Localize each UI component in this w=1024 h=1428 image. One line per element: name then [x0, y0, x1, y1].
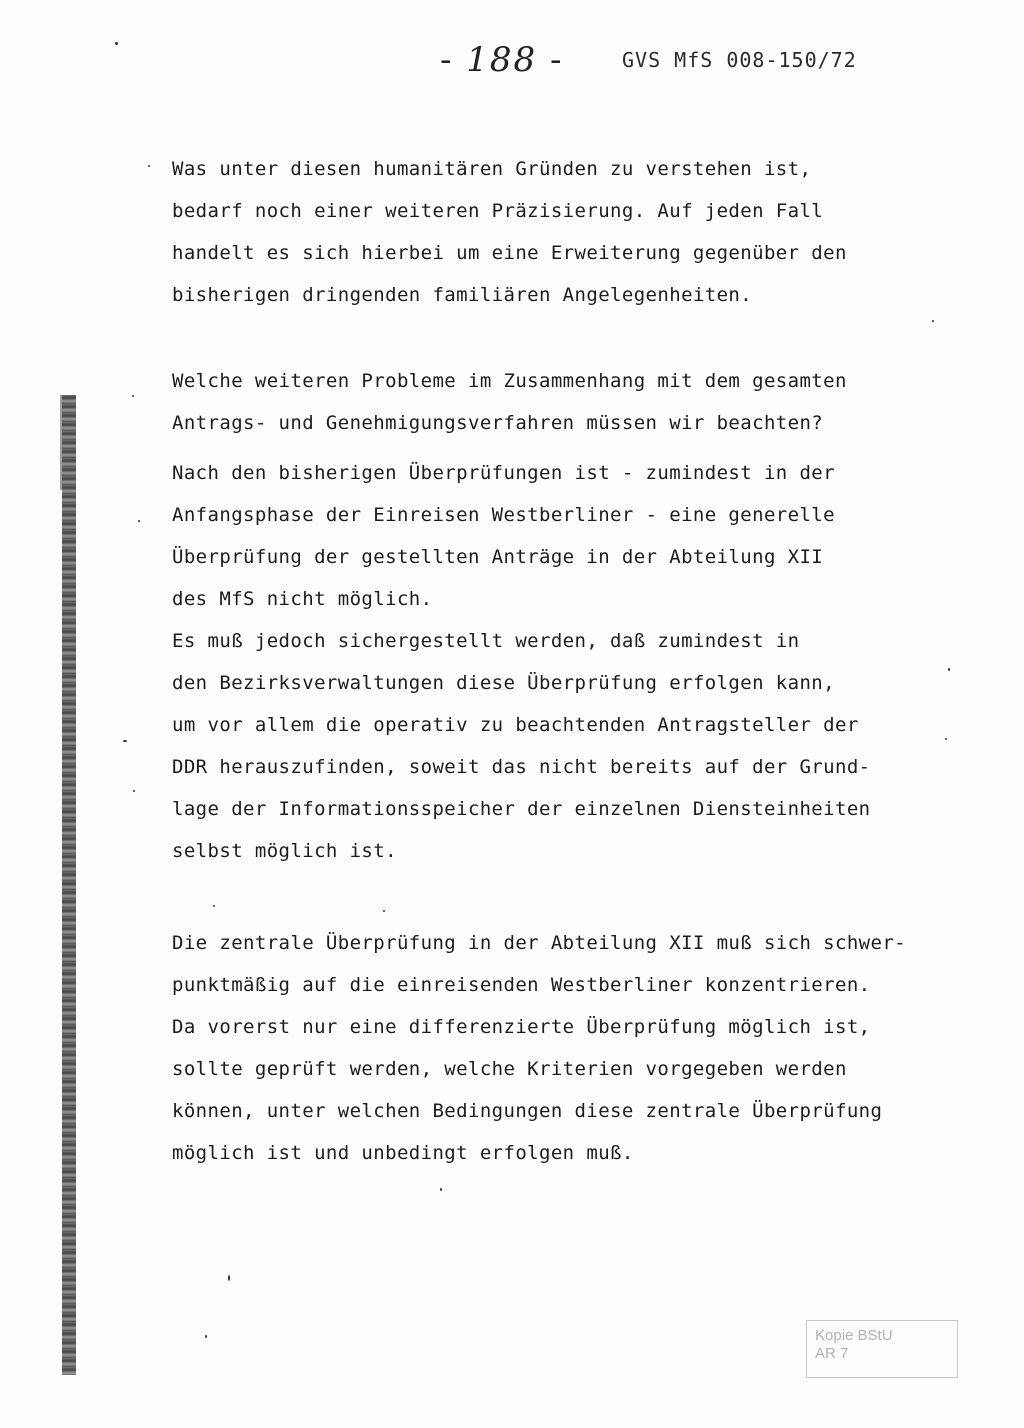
- scan-speck: [133, 790, 135, 792]
- stamp-line-1: Kopie BStU: [815, 1327, 893, 1344]
- paragraph-2: [172, 360, 962, 444]
- scan-speck: [228, 1275, 230, 1281]
- text-line: Anfangsphase der Einreisen Westberliner - eine generelle: [172, 504, 835, 526]
- text-line: Überprüfung der gestellten Anträge in der Abteilung XII: [172, 546, 824, 568]
- scan-speck: [948, 668, 950, 671]
- binding-edge-mark: [60, 395, 62, 490]
- scan-speck: [945, 738, 947, 740]
- text-line: Da vorerst nur eine differenzierte Überprüfung möglich ist,: [172, 1016, 871, 1038]
- scan-speck: [205, 1335, 207, 1338]
- text-line: punktmäßig auf die einreisenden Westberliner konzentrieren.: [172, 974, 871, 996]
- scan-speck: [115, 42, 118, 45]
- text-line: Was unter diesen humanitären Gründen zu verstehen ist,: [172, 158, 812, 180]
- scan-speck: [123, 740, 127, 742]
- text-line: Antrags- und Genehmigungsverfahren müssen wir beachten?: [172, 412, 824, 434]
- text-line: können, unter welchen Bedingungen diese zentrale Überprüfung: [172, 1100, 883, 1122]
- archive-stamp: [806, 1320, 958, 1378]
- text-line: möglich ist und unbedingt erfolgen muß.: [172, 1142, 634, 1164]
- text-line: des MfS nicht möglich.: [172, 588, 433, 610]
- text-line: bedarf noch einer weiteren Präzisierung. Auf jeden Fall: [172, 200, 824, 222]
- body-text: [172, 148, 962, 1174]
- binding-edge: [62, 395, 76, 1375]
- text-line: den Bezirksverwaltungen diese Überprüfung erfolgen kann,: [172, 672, 835, 694]
- paragraph-4: [172, 922, 962, 1174]
- paragraph-3: [172, 452, 962, 872]
- page-number: [440, 40, 564, 80]
- scan-speck: [932, 320, 934, 322]
- text-line: um vor allem die operativ zu beachtenden Antragsteller der: [172, 714, 859, 736]
- scan-speck: [213, 905, 215, 907]
- text-line: Welche weiteren Probleme im Zusammenhang mit dem gesamten: [172, 370, 847, 392]
- text-line: DDR herauszufinden, soweit das nicht bereits auf der Grund-: [172, 756, 871, 778]
- text-line: Es muß jedoch sichergestellt werden, daß zumindest in: [172, 630, 800, 652]
- page-header: [0, 40, 1024, 90]
- page-number-suffix: -: [537, 40, 564, 80]
- text-line: bisherigen dringenden familiären Angelegenheiten.: [172, 284, 753, 306]
- scan-speck: [440, 1188, 442, 1191]
- text-line: Die zentrale Überprüfung in der Abteilung XII muß sich schwer-: [172, 932, 907, 954]
- page-number-prefix: -: [440, 40, 467, 80]
- scan-speck: [383, 910, 385, 912]
- paragraph-1: [172, 148, 962, 316]
- stamp-line-2: AR 7: [815, 1345, 849, 1362]
- text-line: selbst möglich ist.: [172, 840, 397, 862]
- scan-speck: [132, 395, 134, 397]
- text-line: sollte geprüft werden, welche Kriterien vorgegeben werden: [172, 1058, 847, 1080]
- scan-speck: [138, 520, 140, 522]
- page-number-digits: 188: [466, 40, 538, 80]
- text-line: lage der Informationsspeicher der einzelnen Diensteinheiten: [172, 798, 871, 820]
- scan-speck: [148, 165, 150, 167]
- text-line: Nach den bisherigen Überprüfungen ist - zumindest in der: [172, 462, 835, 484]
- text-line: handelt es sich hierbei um eine Erweiterung gegenüber den: [172, 242, 847, 264]
- document-reference: GVS MfS 008-150/72: [622, 48, 857, 72]
